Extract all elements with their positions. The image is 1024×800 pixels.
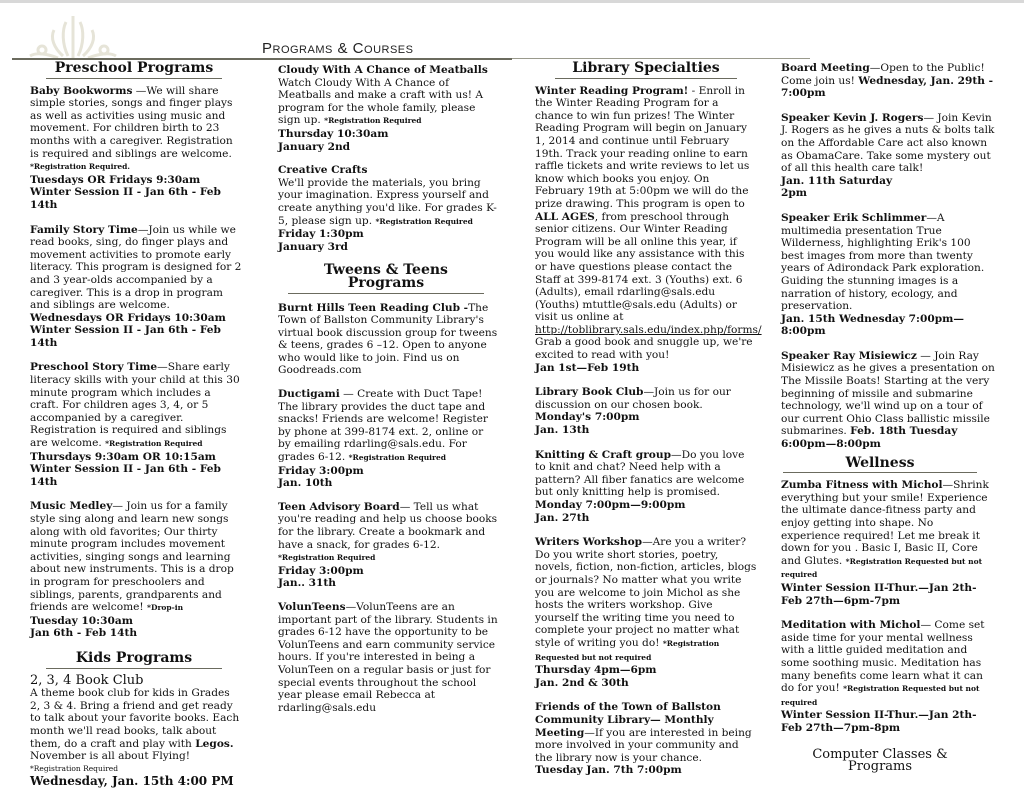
- program-desc: — Create with Duct Tape! The library provides the duct tape and snacks! Friends are welcome! Register by phone at 399-8174 ext. 2, online or by emailing rdarling@sals.edu. For grades 6-12.: [278, 388, 488, 464]
- program-desc: — Join us for a family style sing along and learn new songs along with old favorites; Our thirty minute program includes movement activities, singing songs and learning about new instruments. This is a drop in program for preschoolers and siblings, parents, grandparents and friends are welcome!: [30, 500, 234, 614]
- program-item: [535, 449, 757, 525]
- program-item: [278, 302, 498, 378]
- wellness-list: [781, 479, 995, 734]
- speakers-list: [781, 112, 995, 338]
- program-desc: —Open to the Public! Come join us!: [781, 62, 985, 87]
- column-speakers-wellness: [781, 62, 995, 783]
- program-name: Knitting & Craft group: [535, 448, 671, 461]
- registration-note: *Registration Required: [30, 763, 119, 773]
- program-when: Jan. 2nd & 30th: [535, 676, 629, 689]
- program-name: Family Story Time: [30, 223, 138, 236]
- program-name: Winter Reading Program!: [535, 84, 689, 97]
- program-item: [535, 84, 762, 375]
- program-name: Zumba Fitness with Michol: [781, 479, 943, 492]
- program-desc: —Join us while we read books, sing, do finger plays and movement activities to promote early literacy. This program is designed for 2 and 3 year-olds accompanied by a caregiver. This is a drop in program and siblings are welcome.: [30, 223, 242, 312]
- family-list: [278, 64, 498, 253]
- program-when: Winter Session II - Jan 6th - Feb 14th: [30, 186, 221, 211]
- program-item: [278, 601, 498, 714]
- program-item: [781, 62, 995, 100]
- section-heading-teens: Tweens & Teens Programs: [288, 264, 484, 293]
- program-when: Winter Session II - Jan 6th - Feb 14th: [30, 463, 221, 488]
- forms-link[interactable]: http://toblibrary.sals.edu/index.php/forms/: [535, 323, 762, 336]
- program-desc: - Enroll in the Winter Reading Program for a chance to win fun prizes! The Winter Reading Program will begin on January 1, 2014 and continue until February 19th. Track your reading online to earn raffle tickets and write reviews to let us know which books you enjoy. On February 19th at 5:00pm we will do the prize drawing. This program is open to: [535, 84, 750, 210]
- program-when: 2pm: [781, 187, 807, 200]
- program-when: Jan. 10th: [278, 477, 333, 490]
- program-when: Thursday 4pm—6pm: [535, 664, 657, 677]
- program-when: Friday 1:30pm: [278, 228, 364, 241]
- program-when: Monday's 7:00pm: [535, 411, 640, 424]
- program-desc: — Join Ray Misiewicz as he gives a presentation on The Missile Boats! Starting at the very beginning of missile and submarine technology, we'll wind up on a tour of our current Ohio Class ballistic missile submarines.: [781, 349, 995, 438]
- program-name: Speaker Erik Schlimmer: [781, 211, 927, 224]
- registration-note: *Registration Requested but not required: [781, 684, 980, 707]
- registration-note: *Drop-in: [147, 603, 184, 613]
- program-when: Thursday 10:30am: [278, 127, 389, 140]
- program-desc: Watch Cloudy With A Chance of Meatballs and make a craft with us! A program for the whole family, please sign up.: [278, 76, 484, 127]
- program-when: Jan. 13th: [535, 424, 590, 437]
- page-title: Programs & Courses: [262, 40, 414, 57]
- registration-note: *Registration Required: [324, 116, 422, 126]
- program-item: [278, 64, 498, 153]
- program-item: [535, 701, 757, 777]
- section-heading-specialties: Library Specialties: [555, 62, 737, 79]
- program-when: Friday 3:00pm: [278, 464, 364, 477]
- column-specialties: [535, 60, 762, 789]
- program-name: Music Medley: [30, 500, 113, 513]
- program-desc: —Shrink everything but your smile! Experience the ultimate dance-fitness party and enjoy getting into shape. No experience required! Let me break it down for you . Basic I, Basic II, Core and Glutes.: [781, 479, 989, 567]
- registration-note: *Registration Required.: [30, 162, 131, 172]
- program-when: Tuesdays OR Fridays 9:30am: [30, 173, 201, 186]
- program-item: [535, 536, 757, 689]
- program-name: Baby Bookworms: [30, 84, 133, 97]
- program-name: Ductigami: [278, 388, 340, 401]
- specialties-list: [535, 386, 757, 777]
- program-when: Wednesday, Jan. 15th 4:00 PM: [30, 774, 234, 789]
- program-when: Wednesdays OR Fridays 10:30am: [30, 311, 226, 324]
- program-name: Cloudy With A Chance of Meatballs: [278, 64, 488, 76]
- section-heading-kids: Kids Programs: [46, 652, 222, 669]
- program-desc-bold: ALL AGES: [535, 210, 595, 223]
- program-when: Feb. 18th Tuesday 6:00pm—8:00pm: [781, 425, 958, 451]
- preschool-list: [30, 85, 242, 640]
- section-heading-wellness: Wellness: [783, 457, 977, 474]
- registration-note: *Registration Required: [375, 216, 473, 226]
- program-name: Teen Advisory Board: [278, 500, 400, 513]
- registration-note: *Registration Requested but not required: [535, 638, 720, 662]
- program-item: [278, 164, 498, 253]
- leaf-flourish-icon: [28, 14, 118, 60]
- program-name: Creative Crafts: [278, 164, 368, 177]
- program-item: [781, 112, 995, 200]
- program-item: [30, 361, 242, 488]
- program-when: Winter Session II - Jan 6th - Feb 14th: [30, 324, 221, 349]
- program-item: [30, 500, 242, 640]
- program-when: Friday 3:00pm: [278, 564, 364, 577]
- program-name: Meditation with Michol: [781, 619, 921, 632]
- program-desc: The Town of Ballston Community Library's virtual book discussion group for tweens & teens, grades 6 –12. Open to anyone who would like to join. Find us on Goodreads.com: [278, 301, 498, 377]
- program-when: Winter Session II-Thur.—Jan 2th-Feb 27th—7pm-8pm: [781, 709, 977, 734]
- program-item: [30, 224, 242, 350]
- program-when: January 2nd: [278, 140, 351, 153]
- program-item: [278, 388, 498, 490]
- program-when: Jan 1st—Feb 19th: [535, 361, 640, 374]
- column-family-teens: [278, 64, 498, 725]
- program-name: 2, 3, 4 Book Club: [30, 672, 144, 688]
- program-name: Preschool Story Time: [30, 361, 158, 374]
- program-item: [535, 386, 757, 436]
- program-desc: A theme book club for kids in Grades 2, 3 & 4. Bring a friend and get ready to talk about your favorite books. Each month we'll read books, talk about them, do a craft and play with: [30, 687, 240, 750]
- program-desc: , from preschool through senior citizens. Our Winter Reading Program will be all online this year, if you would like any assistance with this or have questions please contact the Staff at 399-8174 ext. 3 (Youths) ext. 6 (Adults), email rdarling@sals.edu (Youths) mtuttle@sals.edu (Adults) or visit us online at: [535, 210, 745, 324]
- registration-note: *Registration Required: [105, 439, 203, 449]
- program-item: [30, 672, 242, 789]
- program-item: [30, 85, 242, 212]
- program-name: Board Meeting: [781, 62, 870, 74]
- program-when: Thursdays 9:30am OR 10:15am: [30, 450, 216, 463]
- program-when: Jan.. 31th: [278, 577, 336, 590]
- header-rule-right: [512, 58, 810, 59]
- program-when: Jan. 27th: [535, 511, 590, 524]
- program-desc: —Share early literacy skills with your child at this 30 minute program which includes a craft. For children ages 3, 4, or 5 accompanied by a caregiver. Registration is required and siblings are welcome.: [30, 361, 240, 450]
- program-desc: —VolunTeens are an important part of the library. Students in grades 6-12 have the opportunity to be VolunTeens and earn community service hours. If you're interested in being a VolunTeen on a regular basis or just for special events throughout the school year please email Rebecca at rdarling@sals.edu: [278, 600, 498, 714]
- program-desc: —A multimedia presentation True Wilderness, highlighting Erik's 100 best images from more than twenty years of Adirondack Park exploration. Guiding the stunning images is a narration of history, ecology, and preservation.: [781, 211, 985, 313]
- program-desc: —Do you love to knit and chat? Need help with a pattern? All fiber fanatics are welcome but only knitting help is promised.: [535, 448, 745, 499]
- program-name: Library Book Club: [535, 386, 644, 399]
- program-desc: —Are you a writer? Do you write short stories, poetry, novels, fiction, non-fiction, articles, blogs or journals? No matter what you write you are welcome to join Michol as she hosts the writers workshop. Give yourself the writing time you need to complete your project no matter what style of writing you do!: [535, 536, 757, 649]
- program-when: Wednesday, Jan. 29th - 7:00pm: [781, 74, 994, 100]
- program-when: Tuesday 10:30am: [30, 614, 133, 627]
- program-desc: —If you are interested in being more involved in your community and the library now is your chance.: [535, 726, 752, 764]
- program-name: Speaker Kevin J. Rogers: [781, 111, 924, 124]
- program-name: Speaker Ray Misiewicz: [781, 349, 917, 362]
- program-when: Jan. 15th Wednesday 7:00pm—8:00pm: [781, 312, 964, 338]
- registration-note: *Registration Required: [348, 453, 446, 463]
- program-desc: — Join Kevin J. Rogers as he gives a nuts & bolts talk on the Affordable Care act also known as ObamaCare. Take some mystery out of all this health care talk!: [781, 111, 995, 175]
- program-desc: — Come set aside time for your mental wellness with a little guided meditation and some soothing music. Meditation has many benefits come learn what it can do for you!: [781, 619, 985, 695]
- program-desc: Grab a good book and snuggle up, we're excited to read with you!: [535, 336, 753, 362]
- program-item: [781, 479, 995, 607]
- registration-note: *Registration Requested but not required: [781, 556, 983, 580]
- program-item: [278, 501, 498, 590]
- program-when: Jan 6th - Feb 14th: [30, 627, 138, 640]
- program-name: VolunTeens: [278, 600, 346, 613]
- program-desc: — Tell us what you're reading and help us choose books for the library. Create a bookmark and have a snack, for grades 6-12.: [278, 500, 498, 551]
- program-when: Tuesday Jan. 7th 7:00pm: [535, 764, 682, 777]
- teens-list: [278, 302, 498, 715]
- program-when: Winter Session II-Thur.—Jan 2th-Feb 27th—6pm-7pm: [781, 581, 977, 607]
- program-name: Burnt Hills Teen Reading Club -: [278, 301, 469, 314]
- section-heading-computer: Computer Classes & Programs: [812, 746, 948, 775]
- program-when: Jan. 11th Saturday: [781, 174, 893, 187]
- section-heading-preschool: Preschool Programs: [46, 62, 222, 79]
- program-item: [781, 212, 995, 338]
- program-item: [781, 350, 995, 451]
- registration-note: *Registration Required: [278, 553, 376, 563]
- program-desc-bold: Legos.: [195, 737, 234, 750]
- program-name: Friends of the Town of Ballston Community Library— Monthly Meeting: [535, 701, 721, 739]
- program-item: [781, 619, 995, 734]
- column-preschool-kids: [30, 60, 242, 800]
- program-name: Writers Workshop: [535, 536, 643, 549]
- program-desc: We'll provide the materials, you bring your imagination. Express yourself and create anything you'd like. For grades K-5, please sign up.: [278, 176, 497, 227]
- top-border: [0, 0, 1024, 3]
- program-desc: —Join us for our discussion on our chosen book.: [535, 386, 731, 411]
- program-desc: —We will share simple stories, songs and finger plays as well as activities using music and movement. For children birth to 23 months with a caregiver. Registration is required and siblings are welcome.: [30, 84, 233, 160]
- program-when: January 3rd: [278, 240, 348, 253]
- program-when: Monday 7:00pm—9:00pm: [535, 499, 686, 511]
- program-desc: November is all about Flying!: [30, 750, 190, 763]
